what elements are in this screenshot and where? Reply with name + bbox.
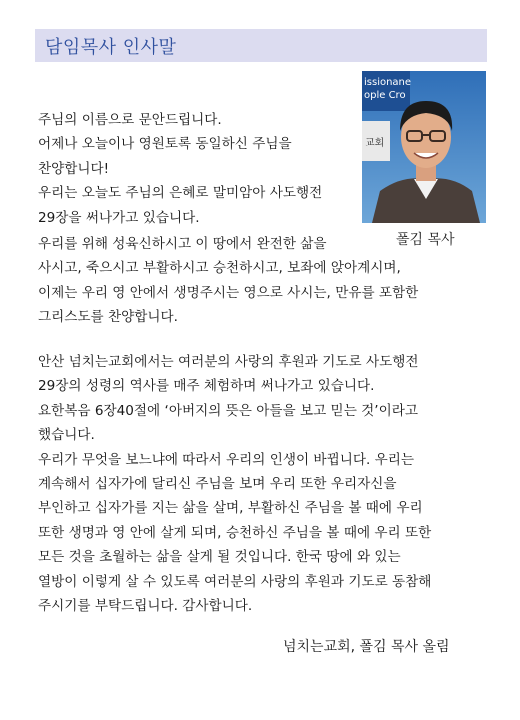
signature: 넘치는교회, 폴김 목사 올림 <box>283 639 450 655</box>
text-line: 사시고, 죽으시고 부활하시고 승천하시고, 보좌에 앉아계시며, <box>38 260 401 277</box>
text-line: 모든 것을 초월하는 삶을 살게 될 것입니다. 한국 땅에 와 있는 <box>38 549 401 566</box>
text-line: 29장을 써나가고 있습니다. <box>38 209 200 226</box>
banner-text: ople Cro <box>364 90 406 101</box>
text-line: 우리를 위해 성육신하시고 이 땅에서 완전한 삶을 <box>38 236 327 252</box>
text-line: 찬양합니다! <box>38 160 110 177</box>
pastor-photo <box>362 71 486 223</box>
text-line: 어제나 오늘이나 영원토록 동일하신 주님을 <box>38 136 292 153</box>
message-paragraph <box>38 350 431 618</box>
text-line: 이제는 우리 영 안에서 생명주시는 영으로 사시는, 만유를 포함한 <box>38 284 419 301</box>
greeting-paragraph <box>38 108 322 230</box>
praise-paragraph <box>38 232 418 330</box>
banner-text: issionane <box>364 77 412 88</box>
pastor-portrait-image <box>362 71 486 223</box>
text-line: 열방이 이렇게 살 수 있도록 여러분의 사랑의 후원과 기도로 동참해 <box>38 573 432 590</box>
text-line: 그리스도를 찬양합니다. <box>38 309 178 326</box>
text-line: 했습니다. <box>38 427 95 444</box>
text-line: 주님의 이름으로 문안드립니다. <box>38 112 222 128</box>
banner-text: 교회 <box>365 138 385 149</box>
text-line: 안산 넘치는교회에서는 여러분의 사랑의 후원과 기도로 사도행전 <box>38 354 419 370</box>
page-title: 담임목사 인사말 <box>45 37 177 58</box>
text-line: 우리는 오늘도 주님의 은혜로 말미암아 사도행전 <box>38 185 323 202</box>
text-line: 29장의 성령의 역사를 매주 체험하며 써나가고 있습니다. <box>38 378 375 395</box>
text-line: 요한복음 6장40절에 ‘아버지의 뜻은 아들을 보고 믿는 것’이라고 <box>38 402 418 419</box>
text-line: 또한 생명과 영 안에 살게 되며, 승천하신 주님을 볼 때에 우리 또한 <box>38 524 432 541</box>
text-line: 주시기를 부탁드립니다. 감사합니다. <box>38 598 253 615</box>
text-line: 계속해서 십자가에 달리신 주님을 보며 우리 또한 우리자신을 <box>38 476 397 493</box>
photo-caption: 폴김 목사 <box>396 232 455 248</box>
text-line: 부인하고 십자가를 지는 삶을 살며, 부활하신 주님을 볼 때에 우리 <box>38 500 423 517</box>
text-line: 우리가 무엇을 보느냐에 따라서 우리의 인생이 바뀝니다. 우리는 <box>38 451 414 468</box>
title-bar <box>35 29 487 62</box>
